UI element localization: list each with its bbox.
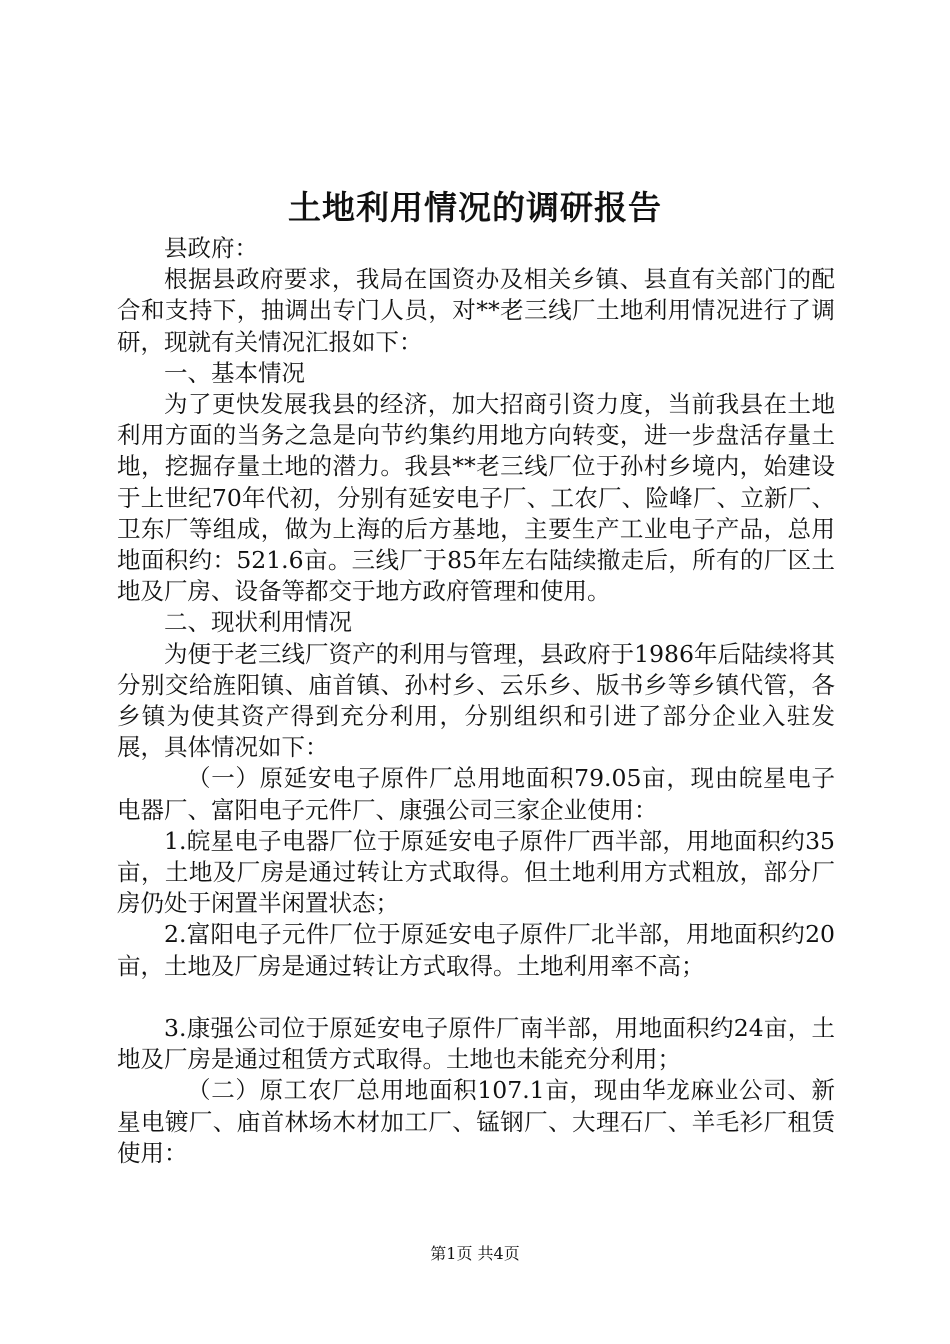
document-title: 土地利用情况的调研报告 (288, 188, 662, 227)
list-item: 1.皖星电子电器厂位于原延安电子原件厂西半部，用地面积约35亩，土地及厂房是通过转让方式取得。但土地利用方式粗放，部分厂房仍处于闲置半闲置状态； (117, 826, 835, 918)
salutation: 县政府： (164, 234, 258, 262)
blank-line (117, 982, 835, 1013)
paragraph: 根据县政府要求，我局在国资办及相关乡镇、县直有关部门的配合和支持下，抽调出专门人员，对**老三线厂土地利用情况进行了调研，现就有关情况汇报如下： (117, 265, 835, 356)
page-number: 第1页 共4页 (430, 1244, 520, 1263)
subsection-heading: （一）原延安电子原件厂总用地面积79.05亩，现由皖星电子电器厂、富阳电子元件厂、康强公司三家企业使用： (117, 764, 835, 824)
document-body (117, 233, 835, 1169)
section-heading: 二、现状利用情况 (164, 608, 352, 637)
paragraph: 为便于老三线厂资产的利用与管理，县政府于1986年后陆续将其分别交给旌阳镇、庙首镇、孙村乡、云乐乡、版书乡等乡镇代管，各乡镇为使其资产得到充分利用，分别组织和引进了部分企业入驻发展，具体情况如下： (117, 639, 835, 762)
paragraph: 为了更快发展我县的经济，加大招商引资力度，当前我县在土地利用方面的当务之急是向节约集约用地方向转变，进一步盘活存量土地，挖掘存量土地的潜力。我县**老三线厂位于孙村乡境内，始建设于上世纪70年代初，分别有延安电子厂、工农厂、险峰厂、立新厂、卫东厂等组成，做为上海的后方基地，主要生产工业电子产品，总用地面积约：521.6亩。三线厂于85年左右陆续撤走后，所有的厂区土地及厂房、设备等都交于地方政府管理和使用。 (117, 390, 835, 606)
subsection-heading: （二）原工农厂总用地面积107.1亩，现由华龙麻业公司、新星电镀厂、庙首林场木材加工厂、锰钢厂、大理石厂、羊毛衫厂租赁使用： (117, 1076, 835, 1167)
list-item: 3.康强公司位于原延安电子原件厂南半部，用地面积约24亩，土地及厂房是通过租赁方式取得。土地也未能充分利用； (117, 1014, 835, 1074)
section-heading: 一、基本情况 (164, 358, 305, 387)
list-item: 2.富阳电子元件厂位于原延安电子原件厂北半部，用地面积约20亩，土地及厂房是通过转让方式取得。土地利用率不高； (117, 920, 835, 980)
